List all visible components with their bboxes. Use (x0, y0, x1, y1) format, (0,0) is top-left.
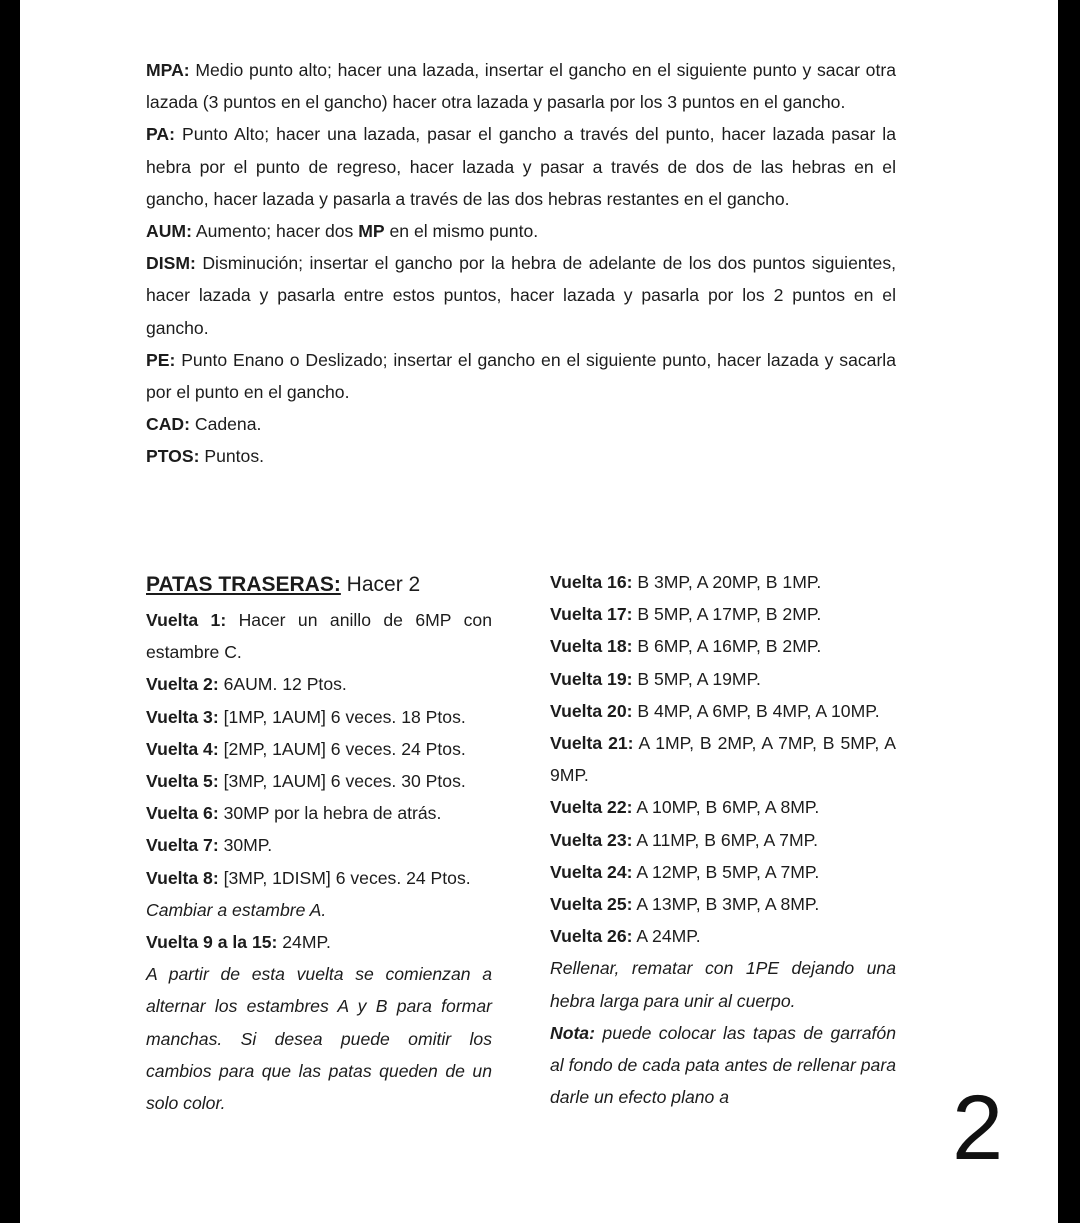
round-label: Vuelta 26: (550, 926, 633, 947)
round-label: Vuelta 2: (146, 674, 219, 695)
round-label: Vuelta 17: (550, 604, 633, 625)
round-row (550, 727, 896, 791)
tip-label: Nota: (550, 1022, 595, 1043)
abbr-definition: Disminución; insertar el gancho por la hebra de adelante de los dos puntos siguientes, hacer lazada y pasarla entre estos puntos, hacer lazada y pasarla por los 2 puntos en el gancho. (146, 253, 896, 338)
tip-note (550, 1017, 896, 1114)
round-label: Vuelta 6: (146, 803, 219, 824)
round-text: 24MP. (277, 932, 331, 953)
round-row (550, 856, 896, 888)
round-row (550, 920, 896, 952)
round-text: [2MP, 1AUM] 6 veces. 24 Ptos. (218, 738, 466, 759)
section-title: PATAS TRASERAS: (146, 573, 341, 596)
round-row (146, 701, 492, 733)
abbr-definition: Punto Enano o Deslizado; insertar el gancho en el siguiente punto, hacer lazada y sacarla por el punto en el gancho. (146, 349, 896, 403)
abbr-inline-term: MP (358, 221, 385, 242)
round-row (146, 829, 492, 861)
glossary-entry-pe (146, 344, 896, 408)
round-label: Vuelta 20: (550, 700, 633, 721)
round-text: A 1MP, B 2MP, A 7MP, B 5MP, A 9MP. (550, 733, 896, 786)
abbr-definition: Aumento; hacer dos (191, 221, 359, 242)
abbr-definition: Cadena. (189, 414, 262, 435)
abbr-definition-tail: en el mismo punto. (384, 221, 539, 242)
round-row (550, 663, 896, 695)
abbr-term: PE: (146, 349, 176, 370)
abbr-definition: Medio punto alto; hacer una lazada, insertar el gancho en el siguiente punto y sacar otra lazada (3 puntos en el gancho) hacer otra lazada y pasarla por los 3 puntos en el gancho. (146, 60, 896, 113)
abbreviations-glossary (146, 54, 896, 473)
round-text: [3MP, 1DISM] 6 veces. 24 Ptos. (218, 867, 471, 888)
round-text: A 11MP, B 6MP, A 7MP. (632, 829, 818, 850)
glossary-entry-pa (146, 118, 896, 215)
round-row (146, 765, 492, 797)
round-row (146, 604, 492, 668)
round-text: 30MP por la hebra de atrás. (218, 803, 442, 824)
round-label: Vuelta 21: (550, 733, 634, 754)
page-number: 2 (952, 1077, 1004, 1179)
abbr-term: CAD: (146, 414, 190, 435)
section-subtitle: Hacer 2 (340, 573, 421, 596)
glossary-entry-ptos (146, 440, 896, 472)
tip-text: puede colocar las tapas de garrafón al fondo de cada pata antes de rellenar para darle un efecto plano a (550, 1022, 896, 1108)
round-text: B 5MP, A 17MP, B 2MP. (632, 604, 822, 625)
glossary-entry-mpa (146, 54, 896, 118)
round-text: A 10MP, B 6MP, A 8MP. (632, 797, 820, 818)
abbr-definition: Punto Alto; hacer una lazada, pasar el gancho a través del punto, hacer lazada pasar la hebra por el punto de regreso, hacer lazada y pasar a través de dos de las hebras en el gancho, hacer lazada y pasarla a través de las dos hebras restantes en el gancho. (146, 124, 896, 209)
glossary-entry-cad (146, 408, 896, 440)
round-row (146, 926, 492, 958)
finish-note: Rellenar, rematar con 1PE dejando una hebra larga para unir al cuerpo. (550, 958, 896, 1011)
round-row (146, 862, 492, 894)
round-label: Vuelta 16: (550, 572, 633, 592)
round-text: [3MP, 1AUM] 6 veces. 30 Ptos. (218, 771, 466, 792)
round-label: Vuelta 8: (146, 867, 219, 888)
section-heading (146, 566, 492, 604)
round-label: Vuelta 18: (550, 636, 633, 657)
round-label: Vuelta 4: (146, 738, 219, 759)
round-label: Vuelta 3: (146, 706, 219, 727)
round-text: B 6MP, A 16MP, B 2MP. (632, 636, 822, 657)
abbr-definition: Puntos. (199, 446, 265, 467)
round-label: Vuelta 5: (146, 771, 219, 792)
alternate-colors-note: A partir de esta vuelta se comienzan a alternar los estambres A y B para formar manchas. Si desea puede omitir los cambios para que las patas queden de un solo color. (146, 964, 492, 1114)
abbr-term: PTOS: (146, 446, 200, 467)
round-label: Vuelta 24: (550, 861, 633, 882)
round-label: Vuelta 1: (146, 610, 227, 630)
abbr-term: DISM: (146, 253, 196, 274)
glossary-entry-dism (146, 247, 896, 344)
round-text: A 12MP, B 5MP, A 7MP. (632, 861, 820, 882)
round-row (146, 733, 492, 765)
pattern-column-right (550, 566, 896, 1113)
round-text: A 13MP, B 3MP, A 8MP. (632, 894, 820, 915)
round-label: Vuelta 9 a la 15: (146, 932, 278, 953)
round-row (146, 668, 492, 700)
round-row (550, 566, 896, 598)
round-row (550, 824, 896, 856)
abbr-term: AUM: (146, 221, 192, 242)
round-text: 30MP. (218, 835, 273, 856)
round-label: Vuelta 23: (550, 829, 633, 850)
round-row (550, 791, 896, 823)
change-yarn-note: Cambiar a estambre A. (146, 899, 327, 920)
round-row (550, 598, 896, 630)
round-row (550, 888, 896, 920)
pattern-column-left (146, 566, 492, 1119)
round-label: Vuelta 22: (550, 797, 633, 818)
round-row (146, 797, 492, 829)
round-label: Vuelta 7: (146, 835, 219, 856)
round-row (550, 630, 896, 662)
abbr-term: PA: (146, 124, 175, 145)
round-row (550, 695, 896, 727)
round-text: B 3MP, A 20MP, B 1MP. (632, 572, 822, 592)
round-text: Hacer un anillo de 6MP con estambre C. (146, 610, 492, 663)
round-label: Vuelta 19: (550, 668, 633, 689)
round-text: 6AUM. 12 Ptos. (218, 674, 347, 695)
abbr-term: MPA: (146, 60, 190, 80)
round-text: B 4MP, A 6MP, B 4MP, A 10MP. (632, 700, 880, 721)
glossary-entry-aum (146, 215, 896, 247)
round-label: Vuelta 25: (550, 894, 633, 915)
round-text: A 24MP. (632, 926, 701, 947)
round-text: [1MP, 1AUM] 6 veces. 18 Ptos. (218, 706, 466, 727)
round-text: B 5MP, A 19MP. (632, 668, 761, 689)
